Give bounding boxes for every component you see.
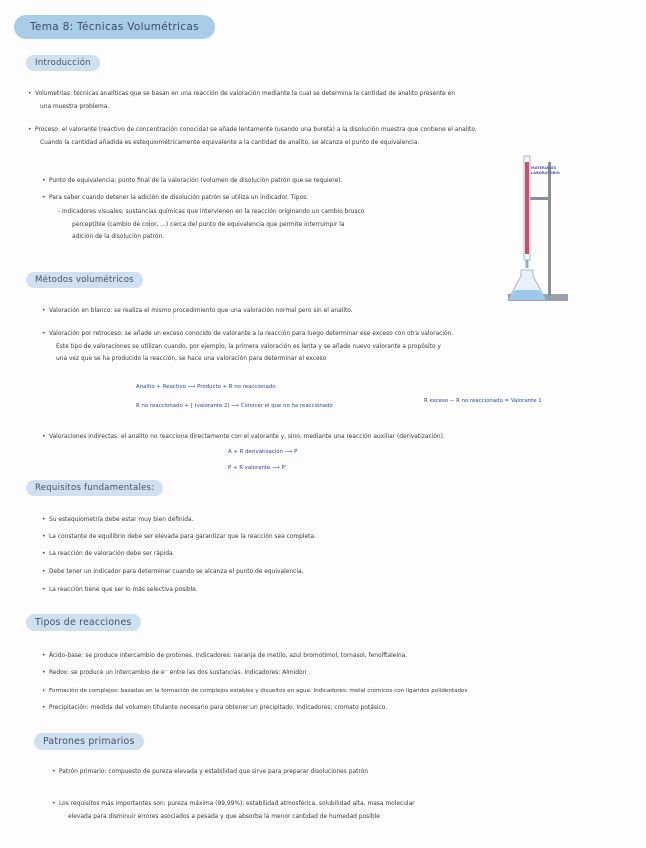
intro-sub-indicadores: - Indicadores visuales: sustancias químicas que intervienen en la reacción originando un cambio brusco perceptible (cambio de color, ...) cerca del punto de equivalencia que permite interrumpir la adición de la disolución patrón. <box>58 209 365 241</box>
tipo-item: • Redox: se produce un intercambio de e⁻ entre las dos sustancias. Indicadores: Almidón . <box>42 670 311 676</box>
heading-tipos: Tipos de reacciones <box>26 614 141 631</box>
requisito-item: • La reacción tiene que ser lo más selectiva posible. <box>42 587 198 593</box>
patrones-bullet-patron: • Patrón primario: compuesto de pureza elevada y estabilidad que sirve para preparar disoluciones patrón <box>52 769 369 775</box>
equation-exceso-2: R no reaccionado + [ (valorante 2) ⟶ Conocer el que no ha reaccionado <box>136 403 333 409</box>
metodos-bullet-blanco: • Valoración en blanco: se realiza el mismo procedimiento que una valoración normal pero sin el analito. <box>42 308 353 314</box>
intro-bullet-indicador: • Para saber cuando detener la adición de disolución patrón se utiliza un indicador. Tipos: <box>42 195 309 201</box>
page-title: Tema 8: Técnicas Volumétricas <box>14 15 215 39</box>
equation-exceso-1: Analito + Reactivo ⟶ Producto + R no reaccionado <box>136 384 276 390</box>
requisito-item: • La constante de equilibrio debe ser elevada para garantizar que la reacción sea completa. <box>42 534 316 540</box>
stand-rod <box>548 162 551 296</box>
equation-indirecta-2: P + R valorante ⟶ P' <box>228 465 287 471</box>
tipo-item: • Ácido-base: se produce intercambio de protones. Indicadores: naranja de metilo, azul bromotimol, tornasol, fenolftaleína. <box>42 653 408 659</box>
equation-exceso-3: R exceso − R no reaccionado = Valorante 1 <box>424 398 542 404</box>
tipo-item: • Precipitación: medida del volumen titulante necesario para obtener un precipitado. Indicadores: cromato potásico. <box>42 705 388 711</box>
intro-bullet-volumetrias: • Volumetrías: técnicas analíticas que se basan en una reacción de valoración mediante la cual se determina la cantidad de analito presente en una muestra problema. <box>28 91 455 110</box>
metodos-bullet-indirectas: • Valoraciones indirectas: el analito no reacciona directamente con el valorante y, sino, mediante una reacción auxiliar (derivatización). <box>42 434 445 440</box>
heading-metodos: Métodos volumétricos <box>26 272 143 288</box>
requisito-item: • Debe tener un indicador para determinar cuando se alcanza el punto de equivalencia. <box>42 569 304 575</box>
heading-patrones: Patrones primarios <box>34 733 144 750</box>
heading-introduccion: Introducción <box>26 55 100 71</box>
metodos-bullet-retroceso: • Valoración por retroceso: se añade un exceso conocido de valorante a la reacción para luego determinar ese exceso con otra valoración. Este tipo de valoraciones se utilizan cuando, por ejemplo, la primera valoración es lenta y se añade nuevo valorante a propósito y una vez que se ha producido la reacción, se hace una valoración para determinar el exceso <box>42 331 454 363</box>
heading-requisitos: Requisitos fundamentales: <box>26 480 163 496</box>
intro-bullet-proceso: • Proceso: el valorante (reactivo de concentración conocida) se añade lentamente (usando una bureta) a la disolución muestra que contiene el analito. Cuando la cantidad añadida es estequiométricamente equivalente a la cantidad de analito, se alcanza el punto de equivalencia. <box>28 127 477 146</box>
burette-liquid <box>525 162 529 254</box>
equation-indirecta-1: A + R derivatización ⟶ P <box>228 449 298 455</box>
materiales-laboratorio-badge: MATERIALES LABORATORIO <box>531 166 560 175</box>
requisito-item: • La reacción de valoración debe ser rápida. <box>42 551 175 557</box>
intro-bullet-punto: • Punto de equivalencia: punto final de la valoración (volumen de disolución patrón que se requiere). <box>42 178 343 184</box>
requisito-item: • Su estequiometría debe estar muy bien definida. <box>42 517 194 523</box>
tipo-item: • Formación de complejos: basadas en la formación de complejos estables y disueltos en agua. Indicadores: metal crómicos con ligandos polidentados <box>42 688 468 694</box>
patrones-bullet-requisitos: • Los requisitos más importantes son: pureza máxima (99,99%), estabilidad atmosférica, solubilidad alta, masa molecular elevada para disminuir errores asociados a pesada y que absorba la menor cantidad de humedad posible <box>52 801 415 820</box>
burette-tip <box>526 260 529 268</box>
